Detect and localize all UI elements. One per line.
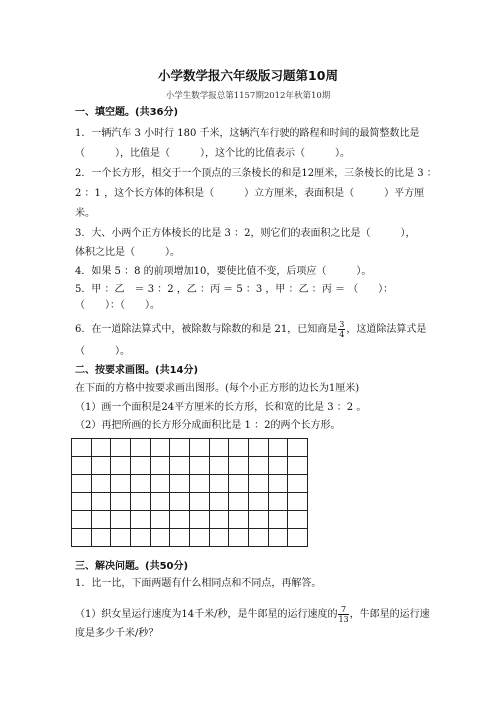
grid-cell[interactable]: [111, 511, 131, 529]
grid-cell[interactable]: [288, 457, 308, 475]
section2-heading: 二、按要求画图。(共14分): [75, 365, 199, 376]
grid-cell[interactable]: [151, 511, 171, 529]
grid-cell[interactable]: [288, 511, 308, 529]
grid-cell[interactable]: [151, 493, 171, 511]
grid-cell[interactable]: [111, 439, 131, 457]
grid-cell[interactable]: [190, 475, 210, 493]
grid-cell[interactable]: [92, 457, 112, 475]
grid-cell[interactable]: [249, 529, 269, 547]
grid-cell[interactable]: [170, 493, 190, 511]
grid-cell[interactable]: [131, 439, 151, 457]
grid-cell[interactable]: [249, 493, 269, 511]
p1-text-post: ，牛郎星的运行速: [349, 609, 430, 620]
grid-cell[interactable]: [131, 529, 151, 547]
page-title: 小学数学报六年级版习题第10周: [158, 68, 338, 83]
section2-q1: （1）画一个面积是24平方厘米的长方形，长和宽的比是 3 ：2 。: [75, 402, 367, 413]
section3-q1: 1．比一比，下面两题有什么相同点和不同点，再解答。: [75, 578, 322, 589]
section3-heading: 三、解决问题。(共50分): [75, 561, 189, 572]
grid-cell[interactable]: [131, 511, 151, 529]
grid-cell[interactable]: [249, 475, 269, 493]
grid-cell[interactable]: [170, 529, 190, 547]
grid-cell[interactable]: [269, 457, 289, 475]
grid-cell[interactable]: [151, 457, 171, 475]
grid-cell[interactable]: [288, 493, 308, 511]
grid-cell[interactable]: [72, 511, 92, 529]
grid-cell[interactable]: [131, 475, 151, 493]
grid-cell[interactable]: [72, 439, 92, 457]
q2-line2: 2 ：1 ，这个长方体的体积是（ ）立方厘米，表面积是（ ）平方厘: [75, 188, 425, 199]
grid-cell[interactable]: [288, 475, 308, 493]
q6-text-post: ，这道除法算式是: [346, 324, 427, 335]
grid-cell[interactable]: [190, 493, 210, 511]
grid-cell[interactable]: [151, 475, 171, 493]
grid-cell[interactable]: [210, 457, 230, 475]
grid-cell[interactable]: [111, 457, 131, 475]
grid-cell[interactable]: [269, 493, 289, 511]
grid-cell[interactable]: [249, 439, 269, 457]
q6-fraction-numerator: 3: [339, 320, 345, 329]
section3-p1-line2: 度是多少千米/秒？: [75, 628, 159, 639]
grid-cell[interactable]: [269, 475, 289, 493]
q5-line2: （ ）：（ ）。: [75, 300, 160, 311]
p1-fraction: [338, 605, 348, 624]
grid-cell[interactable]: [170, 475, 190, 493]
q6-line2: （ ）。: [75, 346, 130, 357]
grid-cell[interactable]: [249, 511, 269, 529]
grid-cell[interactable]: [229, 493, 249, 511]
grid-cell[interactable]: [210, 529, 230, 547]
grid-cell[interactable]: [288, 529, 308, 547]
grid-cell[interactable]: [111, 493, 131, 511]
p1-text-pre: （1）织女星运行速度为14千米/秒，是牛郎星的运行速度的: [75, 609, 338, 620]
q4-line: 4．如果 5 ：8 的前项增加10，要使比值不变，后项应（ ）。: [75, 266, 372, 277]
grid-cell[interactable]: [190, 529, 210, 547]
grid-cell[interactable]: [72, 475, 92, 493]
drawing-grid[interactable]: [71, 438, 308, 547]
grid-cell[interactable]: [131, 493, 151, 511]
grid-cell[interactable]: [151, 529, 171, 547]
grid-cell[interactable]: [229, 457, 249, 475]
grid-cell[interactable]: [229, 475, 249, 493]
q3-line2: 体积之比是（ ）。: [75, 247, 180, 258]
grid-cell[interactable]: [131, 457, 151, 475]
p1-fraction-numerator: 7: [338, 605, 348, 615]
grid-cell[interactable]: [72, 457, 92, 475]
grid-cell[interactable]: [249, 457, 269, 475]
grid-cell[interactable]: [210, 493, 230, 511]
q6-fraction-denominator: 4: [339, 330, 345, 339]
grid-cell[interactable]: [190, 511, 210, 529]
q5-line1: 5．甲 ：乙 ＝ 3 ：2 ，乙 ：丙 ＝ 5 ：3 ，甲 ：乙 ：丙 ＝ （ ）：: [75, 284, 394, 295]
grid-cell[interactable]: [92, 529, 112, 547]
grid-cell[interactable]: [210, 439, 230, 457]
section2-intro: 在下面的方格中按要求画出图形。(每个小正方形的边长为1厘米): [75, 383, 360, 394]
grid-cell[interactable]: [72, 493, 92, 511]
grid-cell[interactable]: [190, 457, 210, 475]
grid-cell[interactable]: [111, 529, 131, 547]
section3-p1-line1: [75, 605, 430, 624]
grid-cell[interactable]: [170, 457, 190, 475]
p1-fraction-denominator: 13: [338, 615, 349, 624]
grid-cell[interactable]: [210, 511, 230, 529]
q6-fraction: [338, 320, 345, 339]
grid-cell[interactable]: [92, 493, 112, 511]
grid-cell[interactable]: [111, 475, 131, 493]
grid-cell[interactable]: [229, 529, 249, 547]
grid-cell[interactable]: [170, 439, 190, 457]
section1-heading: 一、填空题。(共36分): [75, 107, 179, 118]
grid-cell[interactable]: [269, 511, 289, 529]
q2-line1: 2．一个长方形，相交于一个顶点的三条棱长的和是12厘米，三条棱长的比是 3 ：: [75, 168, 437, 179]
q6-line1: [75, 320, 426, 339]
q2-line3: 米。: [75, 208, 95, 219]
grid-cell[interactable]: [269, 439, 289, 457]
grid-cell[interactable]: [92, 439, 112, 457]
grid-cell[interactable]: [92, 475, 112, 493]
q6-text-pre: 6．在一道除法算式中，被除数与除数的和是 21，已知商是: [75, 324, 338, 335]
grid-cell[interactable]: [72, 529, 92, 547]
grid-cell[interactable]: [151, 439, 171, 457]
q1-line1: 1．一辆汽车 3 小时行 180 千米，这辆汽车行驶的路程和时间的最简整数比是: [75, 128, 420, 139]
grid-cell[interactable]: [229, 439, 249, 457]
grid-cell[interactable]: [229, 511, 249, 529]
section2-q2: （2）再把所画的长方形分成面积比是 1 ：2的两个长方形。: [75, 420, 341, 431]
grid-cell[interactable]: [269, 529, 289, 547]
q3-line1: 3．大、小两个正方体棱长的比是 3 ：2，则它们的表面积之比是（ ），: [75, 228, 416, 239]
grid-cell[interactable]: [210, 475, 230, 493]
q1-line2: （ ），比值是（ ），这个比的比值表示（ ）。: [75, 148, 350, 159]
page-subtitle: 小学生数学报总第1157期2012年秋第10期: [165, 91, 331, 101]
grid-cell[interactable]: [92, 511, 112, 529]
grid-cell[interactable]: [288, 439, 308, 457]
grid-cell[interactable]: [170, 511, 190, 529]
grid-cell[interactable]: [190, 439, 210, 457]
